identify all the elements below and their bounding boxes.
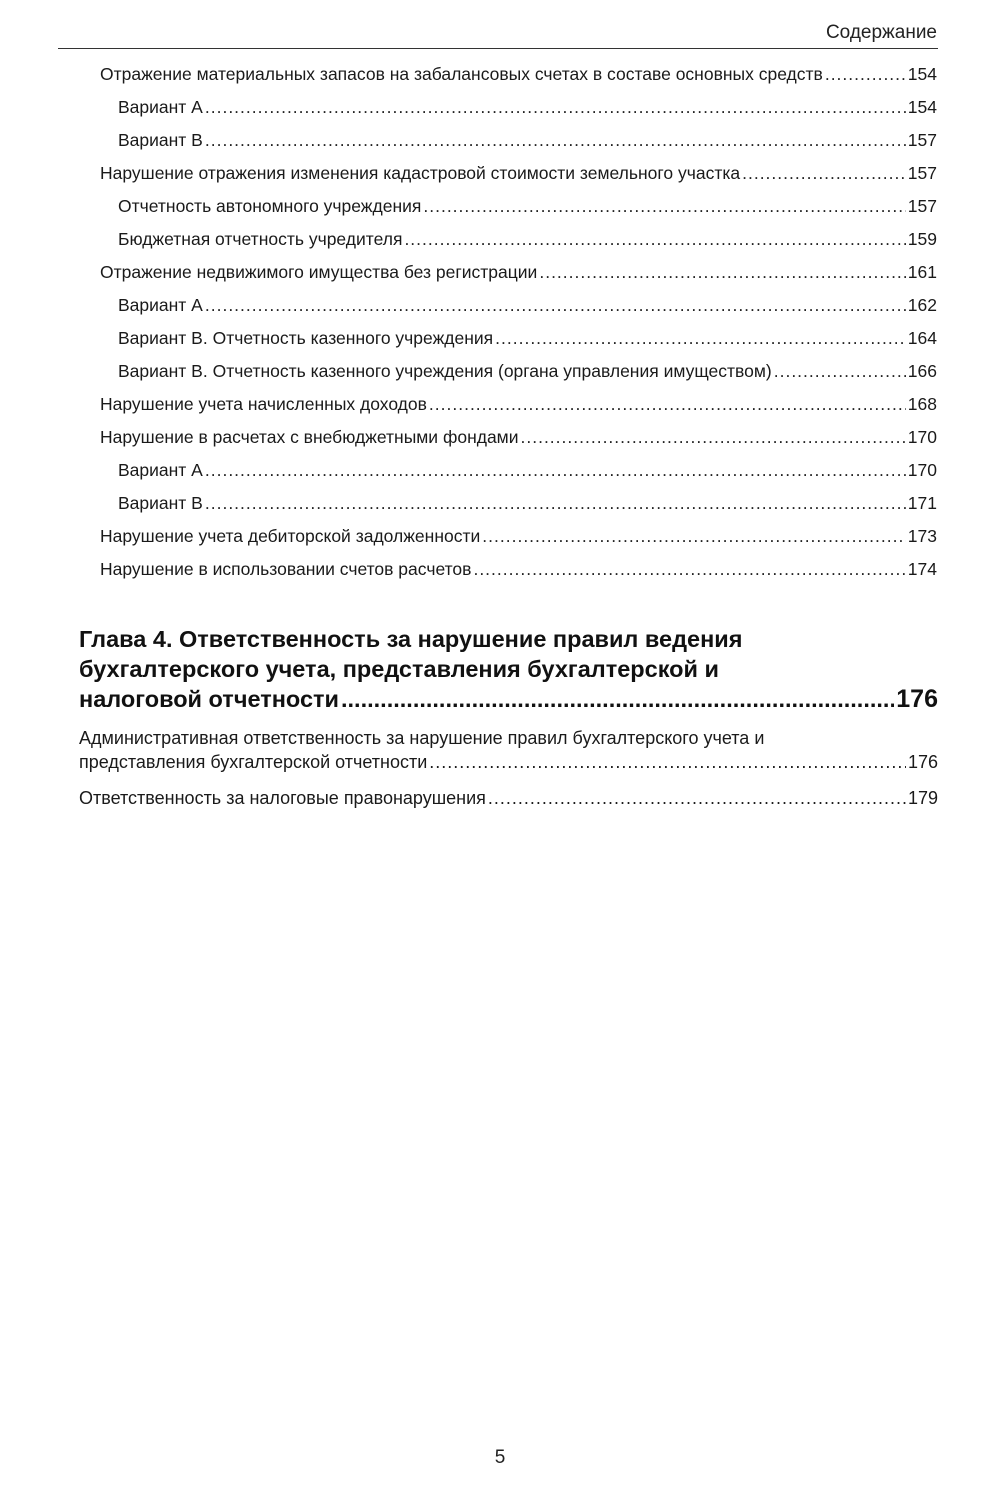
toc-leader: [473, 557, 905, 581]
toc-entry-page: 159: [907, 229, 937, 249]
header-rule: [58, 48, 938, 49]
toc-entry-title: Нарушение учета дебиторской задолженности: [100, 526, 481, 546]
toc-entry-page: 174: [907, 559, 937, 579]
toc-entry: [100, 260, 937, 284]
toc-leader: [825, 62, 906, 86]
toc-entry: [118, 326, 937, 350]
section-page: 179: [907, 788, 938, 808]
toc-entry-page: 173: [907, 526, 937, 546]
toc-entry-title: Вариант B. Отчетность казенного учреждения (органа управления имуществом): [118, 361, 772, 381]
toc-leader: [495, 326, 906, 350]
toc-leader: [488, 786, 906, 810]
section-title-line: Ответственность за налоговые правонарушения: [79, 788, 486, 808]
toc-entry-title: Нарушение в расчетах с внебюджетными фондами: [100, 427, 519, 447]
toc-leader: [423, 194, 905, 218]
toc-entry: [100, 557, 937, 581]
toc-section: [79, 786, 938, 810]
toc-entry: [100, 62, 937, 86]
toc-entry-title: Вариант B: [118, 493, 203, 513]
toc-entry-page: 168: [907, 394, 937, 414]
toc-leader: [205, 95, 906, 119]
toc-leader: [341, 684, 894, 714]
toc-entry-page: 170: [907, 460, 937, 480]
toc-entry-title: Вариант А: [118, 97, 203, 117]
toc-entry: [118, 95, 937, 119]
toc-entry: [118, 194, 937, 218]
toc-entry-page: 157: [907, 196, 937, 216]
toc-entry: [100, 392, 937, 416]
toc-section: [79, 726, 938, 774]
toc-leader: [429, 750, 906, 774]
toc-entry-title: Отражение материальных запасов на забалансовых счетах в составе основных средств: [100, 64, 823, 84]
toc-entry-title: Нарушение учета начисленных доходов: [100, 394, 427, 414]
toc-leader: [521, 425, 906, 449]
toc-entry-page: 171: [907, 493, 937, 513]
toc-entry-page: 157: [907, 163, 937, 183]
toc-leader: [429, 392, 906, 416]
toc-leader: [205, 458, 906, 482]
toc-entry-page: 157: [907, 130, 937, 150]
toc-chapter-heading: [79, 624, 938, 714]
toc-entry: [100, 524, 937, 548]
toc-entry-page: 162: [907, 295, 937, 315]
page-number: 5: [494, 1447, 506, 1468]
toc-entry-page: 154: [907, 64, 937, 84]
toc-entry-title: Отражение недвижимого имущества без регистрации: [100, 262, 538, 282]
toc-entry-title: Нарушение отражения изменения кадастровой стоимости земельного участка: [100, 163, 741, 183]
toc-entry-page: 166: [907, 361, 937, 381]
section-title-line: Административная ответственность за нарушение правил бухгалтерского учета и: [79, 728, 765, 748]
toc-entry: [118, 458, 937, 482]
toc-leader: [742, 161, 906, 185]
toc-leader: [205, 128, 906, 152]
toc-entry-page: 154: [907, 97, 937, 117]
toc-entry-page: 161: [907, 262, 937, 282]
chapter-title-line: бухгалтерского учета, представления бухгалтерской и: [79, 656, 719, 682]
chapter-page: 176: [896, 685, 938, 713]
toc-entry-title: Нарушение в использовании счетов расчетов: [100, 559, 472, 579]
toc-entry: [100, 161, 937, 185]
toc-entry: [100, 425, 937, 449]
toc-entry-page: 164: [907, 328, 937, 348]
toc-leader: [205, 293, 906, 317]
toc-leader: [774, 359, 906, 383]
chapter-title-line: Глава 4. Ответственность за нарушение правил ведения: [79, 626, 743, 652]
toc-entry-title: Вариант B. Отчетность казенного учреждения: [118, 328, 494, 348]
toc-leader: [482, 524, 906, 548]
toc-entry: [118, 359, 937, 383]
toc-leader: [205, 491, 906, 515]
toc-leader: [404, 227, 905, 251]
toc-entry: [118, 227, 937, 251]
toc-entry-title: Вариант B: [118, 130, 203, 150]
section-page: 176: [907, 752, 938, 772]
toc-entry: [118, 491, 937, 515]
toc-leader: [539, 260, 905, 284]
toc-entry-page: 170: [907, 427, 937, 447]
running-header: Содержание: [825, 22, 937, 43]
toc-entry-title: Отчетность автономного учреждения: [118, 196, 422, 216]
toc-entry-title: Вариант А: [118, 460, 203, 480]
toc-entry: [118, 128, 937, 152]
chapter-title-line: налоговой отчетности: [79, 686, 339, 712]
toc-entry-title: Бюджетная отчетность учредителя: [118, 229, 403, 249]
toc-entry-title: Вариант А: [118, 295, 203, 315]
section-title-line: представления бухгалтерской отчетности: [79, 752, 428, 772]
toc-entry: [118, 293, 937, 317]
